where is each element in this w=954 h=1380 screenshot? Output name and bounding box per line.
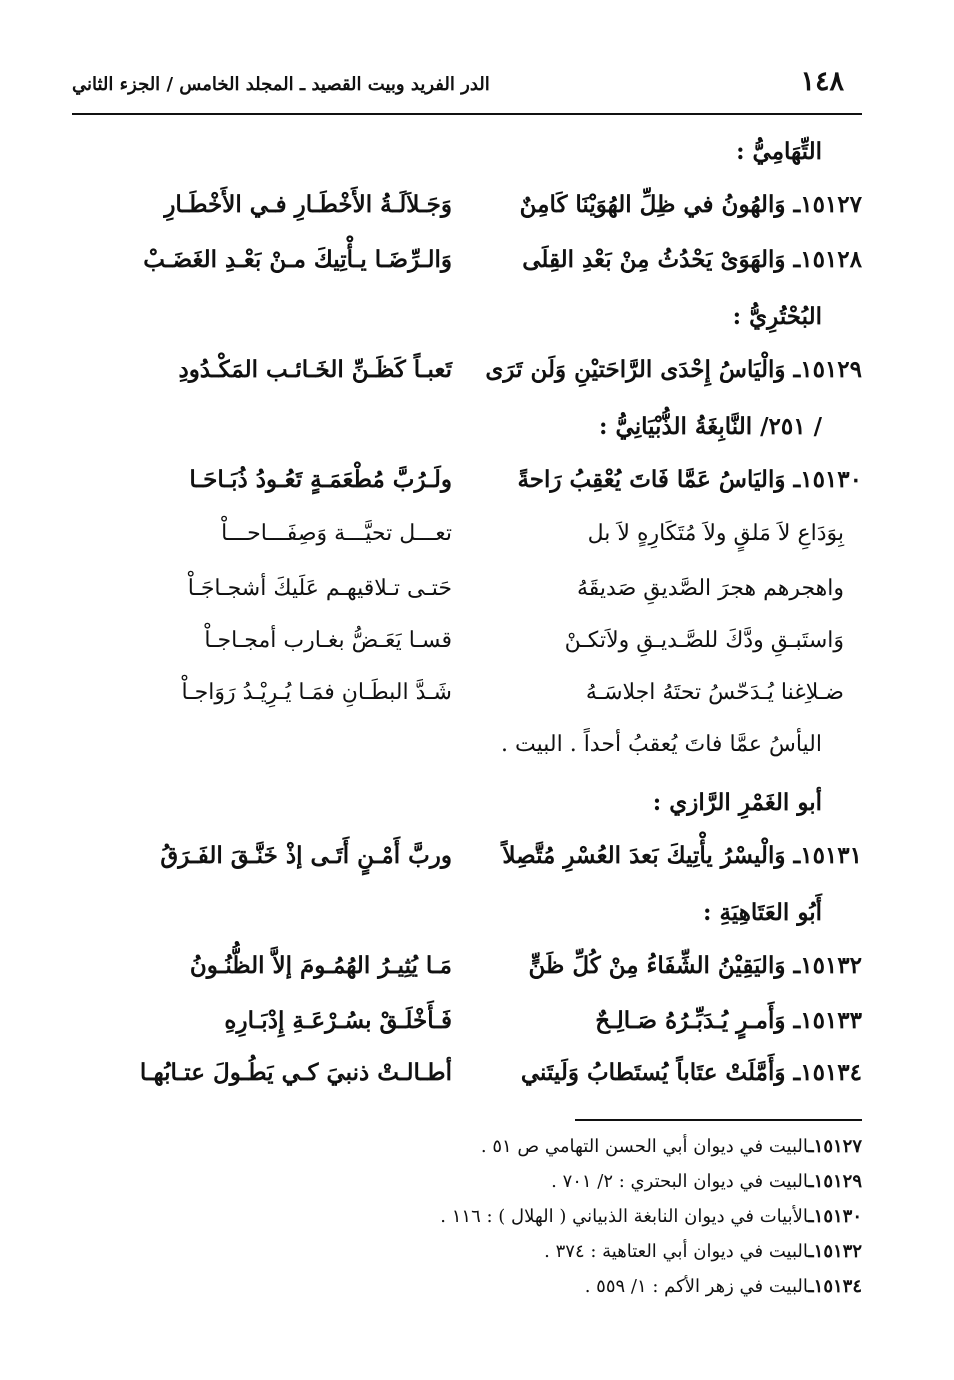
footnote [300,1241,862,1276]
second-hemistich: فَـأَخْلَـقْ بسُـرْعَـةِ إِدْبَـارِهِ [224,1007,452,1034]
first-hemistich-text: وَأَمـرٍ يُـدَبِّـرُهُ صَـالِـحٌ [595,1007,786,1034]
verse-number: ١٥١٣٢ـ [793,952,862,979]
plain-verse-row [72,620,862,672]
second-hemistich: مَـا يُثِيـرُ الهُمُـومَ إلاَّ الظُّنُـونُ [189,952,452,979]
second-hemistich: أطـالـتْ ذنبيَ كـي يَطُـولَ عتـابُهـا [139,1059,452,1086]
verse-number: ١٥١٢٧ـ [793,191,862,218]
second-hemistich: وَالـرِّضَـا يـأْتِيكَ مـنْ بَعْـدِ الغَضَـبْ [143,246,452,273]
verse-row [72,944,862,999]
poet-name: أَبُو العَتَاهِيَةِ : [702,899,822,926]
first-hemistich [486,356,862,383]
poet-heading [72,128,862,183]
first-hemistich-text: وَاليَاسُ عَمَّا فَاتَ يُعْقِبُ رَاحةً [517,466,786,493]
first-hemistich: واهجرهم هجرَ الصَّديقِ صَديقَهُ [576,576,844,601]
first-hemistich-text: وَالهُونُ في ظِلِّ الهُوَيْنَا كَامِنٌ [519,191,786,218]
poet-heading [72,779,862,834]
poem-body [72,128,862,1103]
verse-row [72,348,862,403]
verse-number: ١٥١٢٨ـ [793,246,862,273]
first-hemistich: وَاستَبـقِ ودَّكَ للصَّـديـقِ ولاَتكـنْ [564,628,844,653]
footnote-text: البيت في ديوان أبي العتاهية : ٣٧٤ . [544,1241,809,1262]
first-hemistich [486,842,862,869]
prose-line [72,724,862,779]
footnote-text: البيت في ديوان البحتري : ٢/ ٧٠١ . [551,1171,809,1192]
second-hemistich: حَتـى تـلاقيهـم عَلَيكَ أشجـاجَـاْ [187,576,452,601]
poet-name: البُحْتُرِيُّ : [732,303,822,330]
verse-row [72,834,862,889]
second-hemistich: شَـدَّ البطَـانِ فمَـا يُـرِيْـدُ رَوَاجـاْ [181,680,452,705]
plain-verse-row [72,672,862,724]
first-hemistich-text: وَاليَقِيْنُ الشِّفَاءُ مِنْ كُلِّ ظَنٍّ [528,952,786,979]
footnote-text: البيت في زهر الأكم : ١/ ٥٥٩ . [584,1276,809,1297]
verse-number: ١٥١٢٩ـ [793,356,862,383]
verse-row [72,1051,862,1103]
footnote [300,1206,862,1241]
poet-heading [72,403,862,458]
second-hemistich: ولَـرُبَّ مُطْعَمَـةٍ تَعُـودُ ذُبَـاحَـا [189,466,452,493]
first-hemistich [486,1059,862,1086]
footnote-divider [575,1119,862,1121]
footnotes [300,1136,862,1311]
footnote [300,1171,862,1206]
page-header [72,60,862,108]
footnote-number: ١٥١٣٠ـ [808,1206,862,1227]
second-hemistich: تعـــل تحيَّـــة وَصِفَـــاحـــاْ [221,521,452,546]
header-divider [72,113,862,115]
plain-verse-row [72,513,862,568]
second-hemistich: قسـا يَعَـضُّ بغـارب أمجـاجـاْ [204,628,452,653]
verse-number: ١٥١٣٣ـ [793,1007,862,1034]
first-hemistich: بِوَدَاعِ لاَ مَلقٍ ولاَ مُتَكَارِهٍ لاَ بل [587,521,844,546]
page-number: ١٤٨ [800,66,844,97]
second-hemistich: وربَّ أَمْـنٍ أَتَـى إذْ خَنَّـقَ الفَـرَقُ [160,842,452,869]
footnote-text: الأبيات في ديوان النابغة الذبياني ( الهلال ) : ١١٦ . [440,1206,809,1227]
first-hemistich [486,952,862,979]
first-hemistich [486,466,862,493]
footnote [300,1276,862,1311]
verse-row [72,458,862,513]
plain-verse-row [72,568,862,620]
verse-row [72,183,862,238]
verse-number: ١٥١٣٤ـ [793,1059,862,1086]
first-hemistich-text: وَالْيَاسُ إِحْدَى الرَّاحَتيْنِ وَلَن تَرَى [485,356,786,383]
footnote-number: ١٥١٣٢ـ [808,1241,862,1262]
footnote-number: ١٥١٢٩ـ [808,1171,862,1192]
second-hemistich: تَعبـاً كَظَـنِّ الخَـائـب المَكْـدُودِ [178,356,452,383]
first-hemistich: ضـلاِغنا يُـدَحّسُ تحتَهُ اجلاسَـهُ [585,680,844,705]
first-hemistich-text: وَالهَوَىْ يَحْدُثُ مِنْ بَعْدِ القِلَى [522,246,786,273]
second-hemistich: وَجَـلاَلَـةُ الأَخْطَـارِ فـي الأَخْطَـارِ [164,191,452,218]
footnote [300,1136,862,1171]
verse-row [72,238,862,293]
poet-name: أبو الغَمْرِ الرَّازي : [652,789,822,816]
first-hemistich-text: وَأَمَّلَتْ عتَاباً يُستَطابُ وَلَيتَني [520,1059,786,1086]
footnote-number: ١٥١٣٤ـ [808,1276,862,1297]
first-hemistich [486,246,862,273]
verse-number: ١٥١٣١ـ [793,842,862,869]
poet-name: التِّهَامِيُّ : [736,138,822,165]
first-hemistich [486,191,862,218]
prose-text: اليأسُ عمَّا فاتَ يُعقبُ أحداً . البيت . [501,732,822,757]
footnote-text: البيت في ديوان أبي الحسن التهامي ص ٥١ . [480,1136,809,1157]
verse-row [72,999,862,1051]
poet-heading [72,889,862,944]
first-hemistich [486,1007,862,1034]
first-hemistich-text: وَالْيسْرُ يأْتِيكَ بَعدَ العُسْرِ مُتَّصِلاً [502,842,786,869]
poet-name: / ٢٥١/ النَّابِغَةُ الذُّبْيَانِيُّ : [599,413,822,440]
poet-heading [72,293,862,348]
footnote-number: ١٥١٢٧ـ [808,1136,862,1157]
running-title: الدر الفريد وبيت القصيد ـ المجلد الخامس / الجزء الثاني [72,74,490,95]
verse-number: ١٥١٣٠ـ [793,466,862,493]
